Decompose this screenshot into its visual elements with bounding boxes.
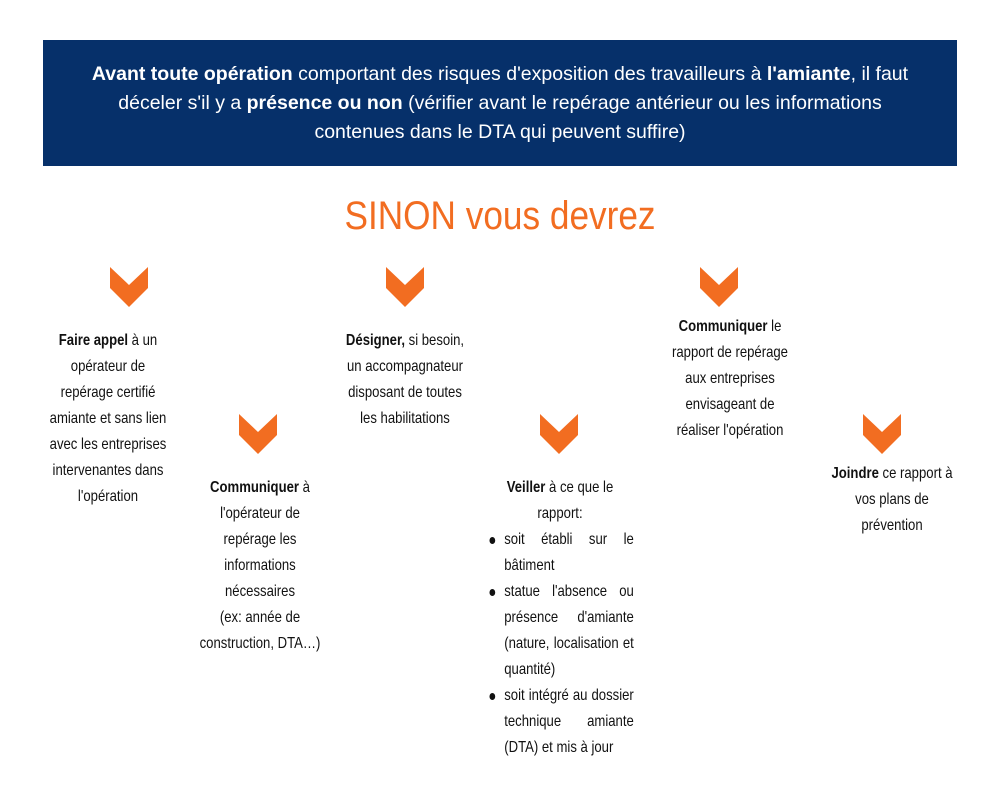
intro-text-1: comportant des risques d'exposition des travailleurs à — [292, 62, 767, 85]
intro-bold-1: Avant toute opération — [91, 62, 293, 85]
step-1-bold: Faire appel — [58, 332, 129, 349]
step-joindre — [826, 461, 957, 539]
intro-bold-3: présence ou non — [246, 91, 403, 114]
chevron-down-icon — [110, 267, 148, 307]
step-6-text: ce rapport à vos plans de prévention — [855, 465, 953, 534]
list-item: statue l'absence ou présence d'amiante (nature, localisation et quantité) — [486, 579, 634, 683]
step-1-text: à un opérateur de repérage certifié amiante et sans lien avec les entreprises intervenantes dans l'opération — [49, 332, 167, 505]
intro-text-2: , il faut déceler s'il y a — [118, 62, 909, 114]
step-veiller — [486, 475, 634, 761]
step-5-bold: Communiquer — [678, 318, 768, 335]
headline: SINON vous devrez — [344, 194, 656, 238]
list-item: soit établi sur le bâtiment — [486, 527, 634, 579]
intro-bold-2: l'amiante — [766, 62, 851, 85]
list-item: soit intégré au dossier technique amiante (DTA) et mis à jour — [486, 683, 634, 761]
intro-banner — [43, 40, 957, 166]
chevron-down-icon — [863, 414, 901, 454]
step-4-bold: Veiller — [506, 479, 546, 496]
intro-text — [75, 60, 925, 147]
step-2-extra: (ex: année de construction, DTA…) — [199, 609, 321, 652]
step-6-bold: Joindre — [831, 465, 879, 482]
chevron-down-icon — [239, 414, 277, 454]
step-3-bold: Désigner, — [345, 332, 405, 349]
step-5-text: le rapport de repérage aux entreprises envisageant de réaliser l'opération — [672, 318, 788, 439]
step-2-bold: Communiquer — [210, 479, 299, 496]
chevron-down-icon — [540, 414, 578, 454]
step-designer — [344, 328, 467, 432]
step-communiquer-rapport — [664, 314, 795, 444]
step-2-text: à l'opérateur de repérage les informations nécessaires — [220, 479, 310, 600]
veiller-list — [486, 527, 634, 761]
step-faire-appel — [44, 328, 172, 510]
step-4-text: à ce que le rapport: — [537, 479, 614, 522]
chevron-down-icon — [386, 267, 424, 307]
step-communiquer-operateur — [199, 475, 322, 657]
intro-text-3: (vérifier avant le repérage antérieur ou les informations contenues dans le DTA qui peuvent suffire) — [314, 91, 882, 143]
step-3-text: si besoin, un accompagnateur disposant de toutes les habilitations — [347, 332, 465, 427]
chevron-down-icon — [700, 267, 738, 307]
